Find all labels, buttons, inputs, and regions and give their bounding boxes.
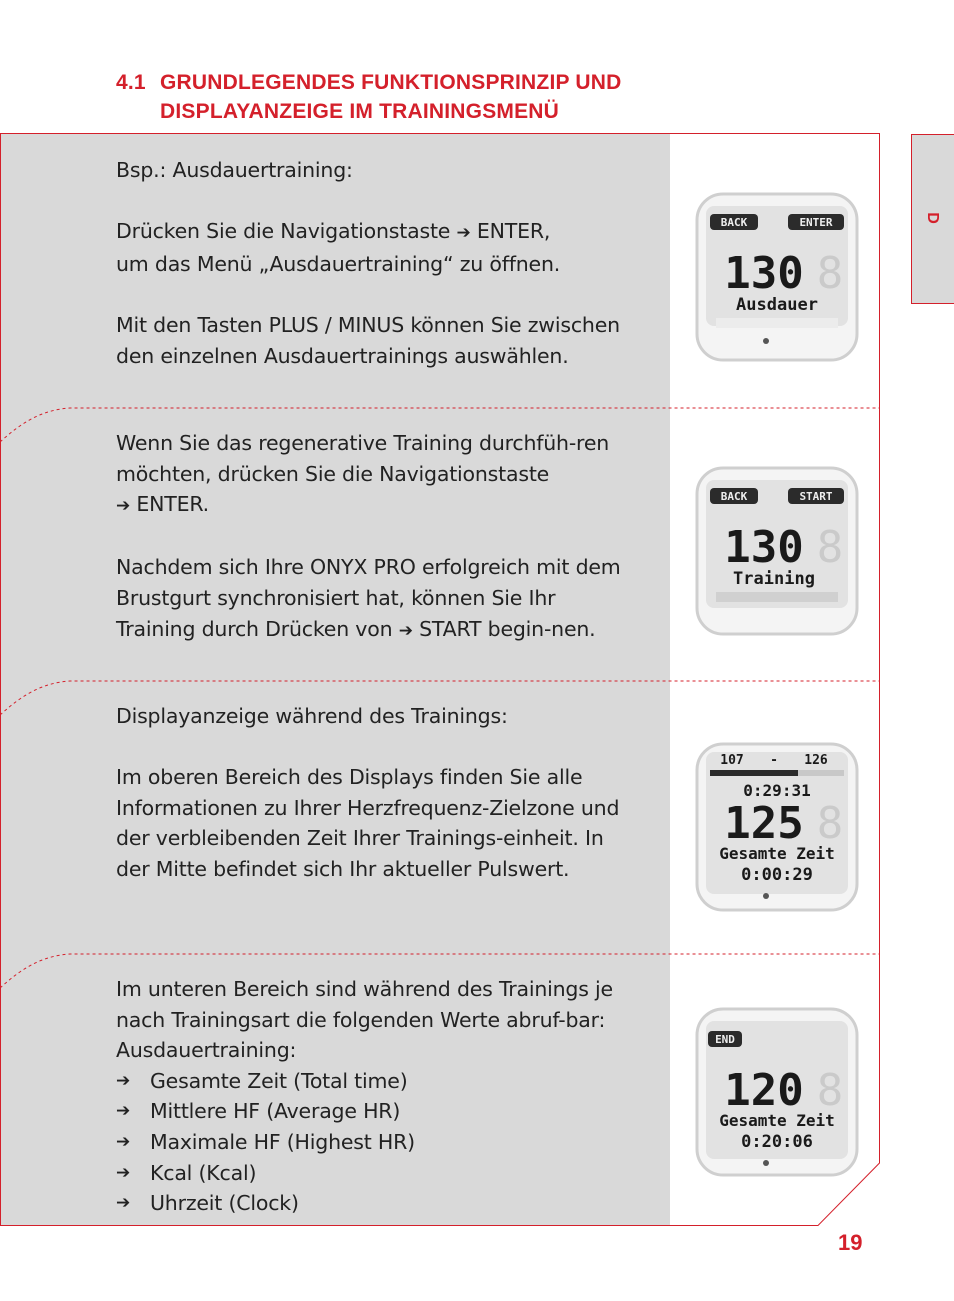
list-item: ➔ Mittlere HF (Average HR) <box>116 1096 636 1127</box>
svg-text:8: 8 <box>816 248 844 299</box>
arrow-icon: ➔ <box>116 1131 131 1152</box>
svg-text:Gesamte Zeit: Gesamte Zeit <box>719 844 835 863</box>
paragraph: Wenn Sie das regenerative Training durchfüh-ren möchten, drücken Sie die Navigationstaste ➔ ENTER. <box>116 431 610 517</box>
svg-text:0:00:29: 0:00:29 <box>741 865 813 885</box>
svg-text:Training: Training <box>733 569 815 589</box>
svg-text:8: 8 <box>816 1065 844 1116</box>
paragraph: Im unteren Bereich sind während des Trainings je nach Trainingsart die folgenden Werte abruf-bar: Ausdauertraining: <box>116 977 613 1063</box>
svg-text:130: 130 <box>724 522 804 573</box>
svg-text:130: 130 <box>724 248 804 299</box>
language-tab <box>911 134 954 304</box>
svg-text:END: END <box>715 1033 735 1046</box>
heading-line-1: GRUNDLEGENDES FUNKTIONSPRINZIP UND <box>160 71 622 94</box>
arrow-icon: ➔ <box>116 1162 131 1183</box>
watch-display-training <box>694 738 860 916</box>
section-2 <box>116 428 636 646</box>
svg-text:0:29:31: 0:29:31 <box>743 781 811 800</box>
language-tab-label: D <box>923 212 941 224</box>
arrow-icon: ➔ <box>456 223 471 244</box>
list-item: ➔ Kcal (Kcal) <box>116 1158 636 1189</box>
paragraph: Mit den Tasten PLUS / MINUS können Sie zwischen den einzelnen Ausdauertrainings auswählen. <box>116 312 620 368</box>
heading-number: 4.1 <box>116 71 146 94</box>
svg-text:START: START <box>799 490 833 503</box>
watch-display-start <box>694 462 860 640</box>
svg-text:0:20:06: 0:20:06 <box>741 1132 813 1152</box>
svg-text:Ausdauer: Ausdauer <box>736 295 818 315</box>
watch-display-menu <box>694 188 860 366</box>
section-4 <box>116 974 636 1219</box>
paragraph: Displayanzeige während des Trainings: <box>116 704 508 728</box>
svg-text:125: 125 <box>724 798 804 849</box>
svg-text:-: - <box>770 753 778 768</box>
svg-text:BACK: BACK <box>720 216 748 229</box>
watch-display-end <box>694 1003 860 1181</box>
paragraph: Nachdem sich Ihre ONYX PRO erfolgreich mit dem Brustgurt synchronisiert hat, können Sie Ihr Training durch Drücken von ➔ START begin-nen. <box>116 555 621 641</box>
page-number: 19 <box>838 1230 863 1255</box>
value-list <box>116 1066 636 1219</box>
list-item: ➔ Gesamte Zeit (Total time) <box>116 1066 636 1097</box>
svg-text:8: 8 <box>816 522 844 573</box>
svg-text:Gesamte Zeit: Gesamte Zeit <box>719 1111 835 1130</box>
paragraph: Drücken Sie die Navigationstaste ➔ ENTER, um das Menü „Ausdauertraining“ zu öffnen. <box>116 219 561 276</box>
paragraph: Im oberen Bereich des Displays finden Sie alle Informationen zu Ihrer Herzfrequenz-Zielzone und der verbleibenden Zeit Ihrer Trainings-einheit. In der Mitte befindet sich Ihr aktueller Pulswert. <box>116 765 620 881</box>
arrow-icon: ➔ <box>116 1070 131 1091</box>
svg-text:120: 120 <box>724 1065 804 1116</box>
svg-text:ENTER: ENTER <box>799 216 833 229</box>
arrow-icon: ➔ <box>398 620 413 641</box>
svg-text:126: 126 <box>804 753 828 768</box>
arrow-icon: ➔ <box>116 1101 131 1122</box>
list-item: ➔ Maximale HF (Highest HR) <box>116 1127 636 1158</box>
svg-text:107: 107 <box>720 753 744 768</box>
arrow-icon: ➔ <box>116 496 131 517</box>
paragraph: Bsp.: Ausdauertraining: <box>116 158 353 182</box>
svg-text:8: 8 <box>816 798 844 849</box>
arrow-icon: ➔ <box>116 1193 131 1214</box>
section-3 <box>116 701 636 885</box>
section-heading <box>116 68 621 126</box>
heading-line-2: DISPLAYANZEIGE IM TRAININGSMENÜ <box>160 100 560 123</box>
list-item: ➔ Uhrzeit (Clock) <box>116 1188 636 1219</box>
svg-text:BACK: BACK <box>720 490 748 503</box>
section-1 <box>116 155 636 371</box>
